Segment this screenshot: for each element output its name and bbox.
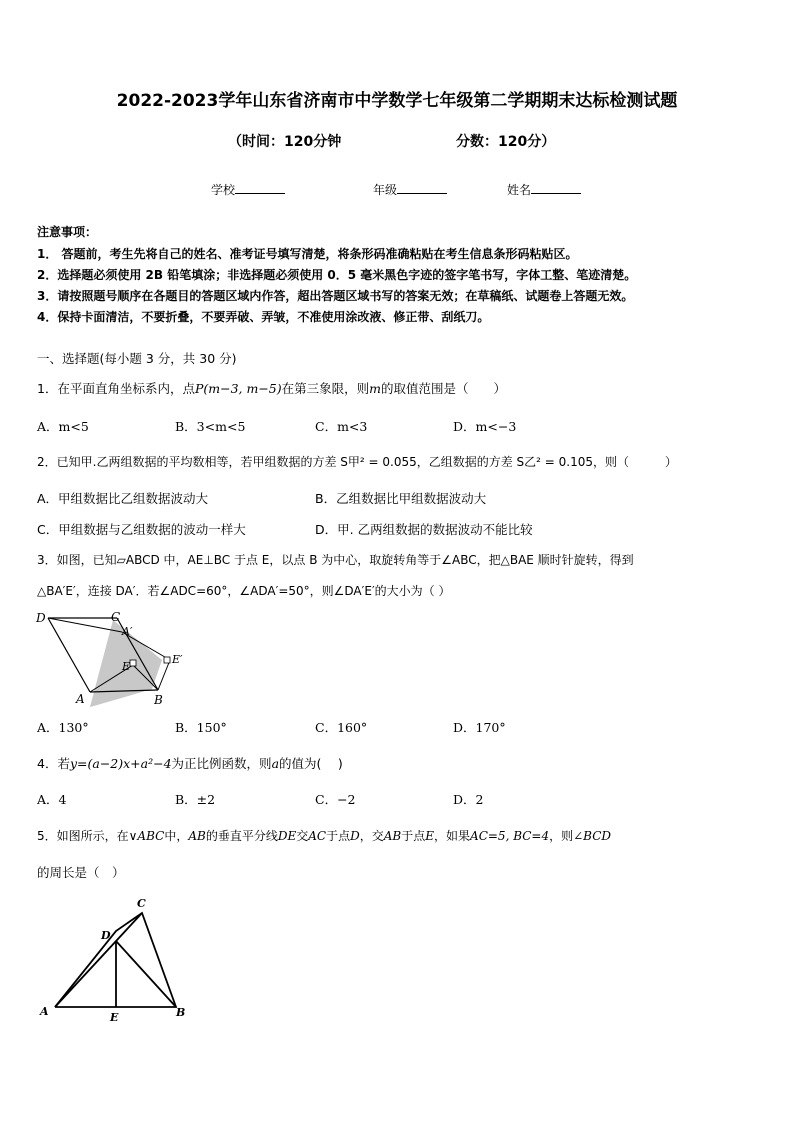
option-a: A．4 (37, 792, 67, 807)
math-expression: D (350, 829, 360, 843)
school-blank (235, 182, 285, 194)
math-expression: m (369, 381, 382, 396)
question-5-line1 (37, 827, 611, 844)
point-label: B (154, 693, 163, 707)
section-heading: 一、选择题(每小题 3 分，共 30 分) (37, 351, 237, 366)
option-c: C．−2 (315, 792, 356, 807)
question-1 (37, 379, 506, 397)
question-text: 为正比例函数，则 (171, 756, 272, 771)
name-field (507, 181, 581, 198)
option-a: A．130° (37, 720, 89, 735)
question-5-line2: 的周长是（ ） (37, 865, 125, 880)
point-label: A (40, 1005, 49, 1018)
question-text: ，则 (549, 829, 574, 843)
triangle-figure (34, 893, 194, 1028)
option-d: D．m<−3 (453, 419, 517, 434)
question-text: 中， (164, 829, 189, 843)
question-4 (37, 754, 343, 772)
option-b: B．3<m<5 (175, 419, 246, 434)
option-c: C．160° (315, 720, 368, 735)
question-text: 的垂直平分线 (205, 829, 278, 843)
note-item: 2．选择题必须使用 2B 铅笔填涂；非选择题必须使用 0．5 毫米黑色字迹的签字笔书写，字体工整、笔迹清楚。 (37, 268, 637, 282)
option-b: B．150° (175, 720, 227, 735)
option-b: B．乙组数据比甲组数据波动大 (315, 491, 487, 506)
page-title: 2022-2023学年山东省济南市中学数学七年级第二学期期末达标检测试题 (116, 91, 678, 111)
note-item: 4．保持卡面清洁，不要折叠，不要弄破、弄皱，不准使用涂改液、修正带、刮纸刀。 (37, 310, 490, 324)
math-expression: AC (308, 829, 327, 843)
exam-score: 分数：120分） (456, 134, 556, 150)
point-label: A′ (122, 625, 133, 638)
math-expression: E (425, 829, 435, 843)
question-text: 的值为( ) (279, 756, 343, 771)
math-expression: P(m−3, m−5) (194, 381, 282, 396)
school-label: 学校 (211, 183, 236, 197)
option-a: A．m<5 (37, 419, 89, 434)
option-b: B．±2 (175, 792, 216, 807)
question-text: 在第三象限，则 (281, 381, 370, 396)
math-expression: AB (188, 829, 206, 843)
option-c: C．甲组数据与乙组数据的波动一样大 (37, 522, 246, 537)
option-d: D．170° (453, 720, 506, 735)
point-label: E (110, 1011, 119, 1024)
question-2: 2．已知甲.乙两组数据的平均数相等，若甲组数据的方差 S甲² = 0.055，乙组数据的方差 S乙² = 0.105，则（ ） (37, 455, 678, 469)
point-label: B (176, 1006, 186, 1019)
math-expression: a (271, 756, 280, 771)
math-expression: y=(a−2)x+a²−4 (69, 756, 172, 771)
math-expression: ∨ABC (128, 829, 165, 843)
option-a: A．甲组数据比乙组数据波动大 (37, 491, 209, 506)
math-expression: DE (277, 829, 297, 843)
exam-time: （时间：120分钟 (228, 134, 342, 150)
note-item: 3．请按照题号顺序在各题目的答题区域内作答，超出答题区域书写的答案无效；在草稿纸、试题卷上答题无效。 (37, 289, 634, 303)
grade-label: 年级 (373, 183, 398, 197)
grade-field (373, 181, 447, 198)
point-label: C (137, 897, 146, 910)
point-label: E′ (172, 653, 183, 666)
option-c: C．m<3 (315, 419, 368, 434)
name-label: 姓名 (507, 183, 532, 197)
math-expression: ∠BCD (573, 829, 612, 843)
question-text: ，如果 (434, 829, 471, 843)
option-d: D．2 (453, 792, 484, 807)
question-text: 交 (296, 829, 309, 843)
question-3-line1: 3．如图，已知▱ABCD 中，AE⊥BC 于点 E，以点 B 为中心，取旋转角等于∠ABC，把△BAE 顺时针旋转，得到 (37, 553, 634, 567)
point-label: C (111, 610, 121, 624)
option-d: D．甲. 乙两组数据的数据波动不能比较 (315, 522, 533, 537)
question-text: 于点 (401, 829, 426, 843)
name-blank (531, 182, 581, 194)
question-text: 的取值范围是（ ） (381, 381, 507, 396)
point-label: A (76, 692, 85, 706)
rotation-figure (30, 605, 200, 710)
question-text: 4．若 (37, 756, 70, 771)
notes-heading: 注意事项： (37, 225, 98, 239)
note-item: 1． 答题前，考生先将自己的姓名、准考证号填写清楚，将条形码准确粘贴在考生信息条形码粘贴区。 (37, 247, 578, 261)
point-label: E (122, 660, 131, 673)
question-text: 1．在平面直角坐标系内，点 (37, 381, 195, 396)
math-expression: AB (383, 829, 402, 843)
point-label: D (36, 611, 46, 625)
question-text: 于点 (326, 829, 351, 843)
school-field (211, 181, 285, 198)
question-text: ，交 (359, 829, 384, 843)
question-3-line2: △BA′E′，连接 DA′．若∠ADC=60°，∠ADA′=50°，则∠DA′E′的大小为（ ） (37, 584, 451, 598)
math-expression: AC=5, BC=4 (470, 829, 550, 843)
point-label: D (101, 929, 111, 942)
grade-blank (397, 182, 447, 194)
question-text: 5．如图所示，在 (37, 829, 129, 843)
